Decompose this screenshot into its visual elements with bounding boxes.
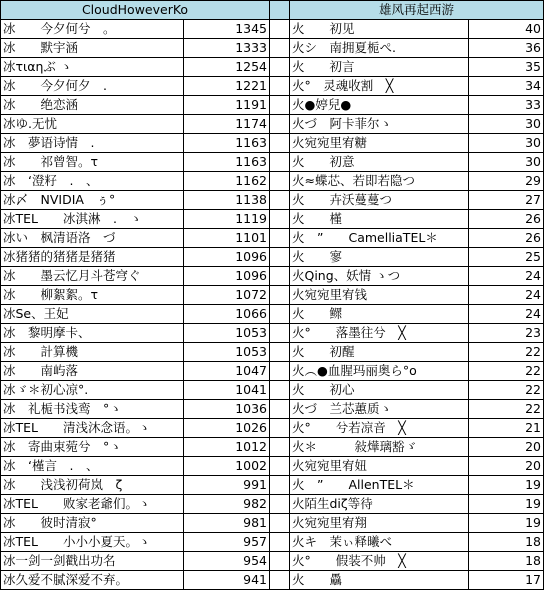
right-score-cell[interactable]: 30 bbox=[469, 153, 544, 172]
right-score-cell[interactable]: 24 bbox=[469, 305, 544, 324]
table-row bbox=[1, 343, 544, 362]
right-score-cell[interactable]: 33 bbox=[469, 96, 544, 115]
left-player-name-cell[interactable]: 冰 ‘澄籽 . 、 bbox=[1, 172, 184, 191]
left-score-cell[interactable]: 1119 bbox=[184, 210, 270, 229]
right-score-cell[interactable]: 26 bbox=[469, 229, 544, 248]
table-row bbox=[1, 381, 544, 400]
right-score-cell[interactable]: 30 bbox=[469, 134, 544, 153]
right-player-name-cell[interactable]: 火宛宛里宥钱 bbox=[290, 286, 469, 305]
column-gap bbox=[270, 381, 290, 400]
column-gap bbox=[270, 248, 290, 267]
right-player-name-cell[interactable]: 火° 灵魂收割 ╳ bbox=[290, 77, 469, 96]
table-row bbox=[1, 495, 544, 514]
right-player-name-cell[interactable]: 火キ 茉ぃ释曦べ bbox=[290, 533, 469, 552]
right-score-cell[interactable]: 20 bbox=[469, 457, 544, 476]
table-row bbox=[1, 571, 544, 590]
right-player-name-cell[interactable]: 火 ” AllenTEL＊ bbox=[290, 476, 469, 495]
left-player-name-cell[interactable]: 冰TEL 败家老爺们。ゝ bbox=[1, 495, 184, 514]
right-player-name-cell[interactable]: 火 初言 bbox=[290, 58, 469, 77]
right-score-cell[interactable]: 40 bbox=[469, 20, 544, 39]
left-score-cell[interactable]: 1163 bbox=[184, 134, 270, 153]
column-gap bbox=[270, 438, 290, 457]
left-score-cell[interactable]: 1053 bbox=[184, 324, 270, 343]
column-gap bbox=[270, 134, 290, 153]
left-player-name-cell[interactable]: 冰TEL 冰淇淋 . ゝ bbox=[1, 210, 184, 229]
column-gap bbox=[270, 115, 290, 134]
right-score-cell[interactable]: 22 bbox=[469, 362, 544, 381]
left-score-cell[interactable]: 1345 bbox=[184, 20, 270, 39]
right-player-name-cell[interactable]: 火づ 阿卡菲尔ゝ bbox=[290, 115, 469, 134]
right-player-name-cell[interactable]: 火≈蝶芯、若即若隐つ bbox=[290, 172, 469, 191]
left-score-cell[interactable]: 1138 bbox=[184, 191, 270, 210]
left-player-name-cell[interactable]: 冰 墨云忆月斗苍穹ぐ bbox=[1, 267, 184, 286]
left-score-cell[interactable]: 981 bbox=[184, 514, 270, 533]
right-player-name-cell[interactable]: 火︵●血腥玛丽奥ら°o bbox=[290, 362, 469, 381]
right-score-cell[interactable]: 29 bbox=[469, 172, 544, 191]
table-row bbox=[1, 191, 544, 210]
left-score-cell[interactable]: 1101 bbox=[184, 229, 270, 248]
right-score-cell[interactable]: 19 bbox=[469, 495, 544, 514]
column-gap bbox=[270, 457, 290, 476]
column-gap bbox=[270, 362, 290, 381]
left-team-header[interactable]: CloudHoweverKo bbox=[1, 1, 270, 20]
left-score-cell[interactable]: 1036 bbox=[184, 400, 270, 419]
table-row bbox=[1, 476, 544, 495]
left-player-name-cell[interactable]: 冰 今夕何夕 . bbox=[1, 77, 184, 96]
right-score-cell[interactable]: 34 bbox=[469, 77, 544, 96]
left-score-cell[interactable]: 1096 bbox=[184, 248, 270, 267]
left-score-cell[interactable]: 1221 bbox=[184, 77, 270, 96]
table-row bbox=[1, 286, 544, 305]
left-score-cell[interactable]: 1333 bbox=[184, 39, 270, 58]
left-player-name-cell[interactable]: 冰TEL 小小小夏天。ゝ bbox=[1, 533, 184, 552]
left-player-name-cell[interactable]: 冰 夢语诗情 . bbox=[1, 134, 184, 153]
left-player-name-cell[interactable]: 冰 祁曾智。τ bbox=[1, 153, 184, 172]
column-gap bbox=[270, 153, 290, 172]
table-row bbox=[1, 96, 544, 115]
left-score-cell[interactable]: 957 bbox=[184, 533, 270, 552]
left-player-name-cell[interactable]: 冰ゞ＊初心凉°. bbox=[1, 381, 184, 400]
right-score-cell[interactable]: 27 bbox=[469, 191, 544, 210]
column-gap bbox=[270, 77, 290, 96]
left-score-cell[interactable]: 1053 bbox=[184, 343, 270, 362]
left-score-cell[interactable]: 991 bbox=[184, 476, 270, 495]
left-score-cell[interactable]: 954 bbox=[184, 552, 270, 571]
right-player-name-cell[interactable]: 火宛宛里宥糖 bbox=[290, 134, 469, 153]
column-gap bbox=[270, 267, 290, 286]
left-player-name-cell[interactable]: 冰 寄曲束菀兮 °ゝ bbox=[1, 438, 184, 457]
right-score-cell[interactable]: 21 bbox=[469, 419, 544, 438]
right-score-cell[interactable]: 35 bbox=[469, 58, 544, 77]
table-row bbox=[1, 362, 544, 381]
table-row bbox=[1, 134, 544, 153]
column-gap bbox=[270, 1, 290, 20]
right-score-cell[interactable]: 19 bbox=[469, 514, 544, 533]
right-score-cell[interactable]: 18 bbox=[469, 552, 544, 571]
column-gap bbox=[270, 324, 290, 343]
column-gap bbox=[270, 400, 290, 419]
right-player-name-cell[interactable]: 火 初意 bbox=[290, 153, 469, 172]
left-player-name-cell[interactable]: 冰 礼栀书浅鸾 °ゝ bbox=[1, 400, 184, 419]
left-player-name-cell[interactable]: 冰い 枫清语洛 づ bbox=[1, 229, 184, 248]
column-gap bbox=[270, 20, 290, 39]
left-player-name-cell[interactable]: 冰一剑一剑戳出功名 bbox=[1, 552, 184, 571]
left-player-name-cell[interactable]: 冰 ‘槿言 . 、 bbox=[1, 457, 184, 476]
left-score-cell[interactable]: 1096 bbox=[184, 267, 270, 286]
table-row bbox=[1, 552, 544, 571]
left-player-name-cell[interactable]: 冰 今夕何兮 。 bbox=[1, 20, 184, 39]
column-gap bbox=[270, 229, 290, 248]
right-player-name-cell[interactable]: 火宛宛里宥翔 bbox=[290, 514, 469, 533]
column-gap bbox=[270, 191, 290, 210]
left-score-cell[interactable]: 1163 bbox=[184, 153, 270, 172]
table-row bbox=[1, 39, 544, 58]
table-row bbox=[1, 229, 544, 248]
table-row bbox=[1, 400, 544, 419]
left-score-cell[interactable]: 1191 bbox=[184, 96, 270, 115]
right-score-cell[interactable]: 30 bbox=[469, 115, 544, 134]
column-gap bbox=[270, 533, 290, 552]
left-score-cell[interactable]: 1026 bbox=[184, 419, 270, 438]
right-player-name-cell[interactable]: 火＊ 敍燁璃豁ゞ bbox=[290, 438, 469, 457]
left-score-cell[interactable]: 1072 bbox=[184, 286, 270, 305]
left-score-cell[interactable]: 1066 bbox=[184, 305, 270, 324]
left-player-name-cell[interactable]: 冰 黎明摩卡、 bbox=[1, 324, 184, 343]
left-player-name-cell[interactable]: 冰 默宇涵 bbox=[1, 39, 184, 58]
right-player-name-cell[interactable]: 火 驫 bbox=[290, 571, 469, 590]
right-player-name-cell[interactable]: 火 初见 bbox=[290, 20, 469, 39]
right-player-name-cell[interactable]: 火Qing、妖情 ゝつ bbox=[290, 267, 469, 286]
right-score-cell[interactable]: 24 bbox=[469, 267, 544, 286]
left-score-cell[interactable]: 1002 bbox=[184, 457, 270, 476]
column-gap bbox=[270, 172, 290, 191]
left-score-cell[interactable]: 1041 bbox=[184, 381, 270, 400]
left-player-name-cell[interactable]: 冰τιαηぶ ゝ bbox=[1, 58, 184, 77]
table-row bbox=[1, 20, 544, 39]
right-score-cell[interactable]: 18 bbox=[469, 533, 544, 552]
right-score-cell[interactable]: 22 bbox=[469, 400, 544, 419]
table-row bbox=[1, 153, 544, 172]
header-row bbox=[1, 1, 544, 20]
left-score-cell[interactable]: 1012 bbox=[184, 438, 270, 457]
right-player-name-cell[interactable]: 火●婷兒● bbox=[290, 96, 469, 115]
right-player-name-cell[interactable]: 火° 兮若凉音 ╳ bbox=[290, 419, 469, 438]
right-team-header[interactable]: 雄风再起西游 bbox=[290, 1, 544, 20]
left-player-name-cell[interactable]: 冰 浅浅初荷岚 ζ bbox=[1, 476, 184, 495]
right-player-name-cell[interactable]: 火陌生diζ等待 bbox=[290, 495, 469, 514]
table-row bbox=[1, 438, 544, 457]
right-player-name-cell[interactable]: 火° 落墨往兮 ╳ bbox=[290, 324, 469, 343]
left-player-name-cell[interactable]: 冰 計算機 bbox=[1, 343, 184, 362]
table-row bbox=[1, 419, 544, 438]
right-player-name-cell[interactable]: 火シ 南拥夏栀ぺ. bbox=[290, 39, 469, 58]
table-row bbox=[1, 305, 544, 324]
table-row bbox=[1, 115, 544, 134]
column-gap bbox=[270, 286, 290, 305]
left-player-name-cell[interactable]: 冰猪猪的猪猪是猪猪 bbox=[1, 248, 184, 267]
table-row bbox=[1, 172, 544, 191]
right-score-cell[interactable]: 19 bbox=[469, 476, 544, 495]
column-gap bbox=[270, 476, 290, 495]
right-player-name-cell[interactable]: 火宛宛里宥妞 bbox=[290, 457, 469, 476]
column-gap bbox=[270, 419, 290, 438]
column-gap bbox=[270, 39, 290, 58]
column-gap bbox=[270, 571, 290, 590]
left-player-name-cell[interactable]: 冰 绝恋涵 bbox=[1, 96, 184, 115]
left-score-cell[interactable]: 1162 bbox=[184, 172, 270, 191]
right-score-cell[interactable]: 23 bbox=[469, 324, 544, 343]
right-player-name-cell[interactable]: 火 初心 bbox=[290, 381, 469, 400]
right-score-cell[interactable]: 36 bbox=[469, 39, 544, 58]
column-gap bbox=[270, 514, 290, 533]
left-player-name-cell[interactable]: 冰 南屿落 bbox=[1, 362, 184, 381]
right-player-name-cell[interactable]: 火 初醒 bbox=[290, 343, 469, 362]
column-gap bbox=[270, 58, 290, 77]
table-row bbox=[1, 457, 544, 476]
right-player-name-cell[interactable]: 火づ 兰芯蕙质ゝ bbox=[290, 400, 469, 419]
right-score-cell[interactable]: 17 bbox=[469, 571, 544, 590]
left-score-cell[interactable]: 1174 bbox=[184, 115, 270, 134]
column-gap bbox=[270, 343, 290, 362]
left-player-name-cell[interactable]: 冰Se、王妃 bbox=[1, 305, 184, 324]
right-score-cell[interactable]: 26 bbox=[469, 210, 544, 229]
left-player-name-cell[interactable]: 冰久爱不腻深爱不弃。 bbox=[1, 571, 184, 590]
right-player-name-cell[interactable]: 火 卉沃蔓蔓つ bbox=[290, 191, 469, 210]
column-gap bbox=[270, 210, 290, 229]
left-score-cell[interactable]: 1047 bbox=[184, 362, 270, 381]
right-player-name-cell[interactable]: 火 寥 bbox=[290, 248, 469, 267]
right-score-cell[interactable]: 22 bbox=[469, 381, 544, 400]
right-score-cell[interactable]: 22 bbox=[469, 343, 544, 362]
left-player-name-cell[interactable]: 冰ゆ.无忧 bbox=[1, 115, 184, 134]
left-score-cell[interactable]: 1254 bbox=[184, 58, 270, 77]
left-score-cell[interactable]: 982 bbox=[184, 495, 270, 514]
right-player-name-cell[interactable]: 火 槿 bbox=[290, 210, 469, 229]
left-score-cell[interactable]: 941 bbox=[184, 571, 270, 590]
right-score-cell[interactable]: 25 bbox=[469, 248, 544, 267]
table-row bbox=[1, 514, 544, 533]
table-row bbox=[1, 248, 544, 267]
column-gap bbox=[270, 96, 290, 115]
right-player-name-cell[interactable]: 火 鳏 bbox=[290, 305, 469, 324]
table-row bbox=[1, 77, 544, 96]
left-player-name-cell[interactable]: 冰〆 NVIDIA ぅ° bbox=[1, 191, 184, 210]
table-row bbox=[1, 210, 544, 229]
column-gap bbox=[270, 305, 290, 324]
column-gap bbox=[270, 552, 290, 571]
left-player-name-cell[interactable]: 冰 彼时清寂° bbox=[1, 514, 184, 533]
right-score-cell[interactable]: 24 bbox=[469, 286, 544, 305]
table-row bbox=[1, 324, 544, 343]
table-row bbox=[1, 58, 544, 77]
right-player-name-cell[interactable]: 火° 假装不帅 ╳ bbox=[290, 552, 469, 571]
table-row bbox=[1, 533, 544, 552]
left-player-name-cell[interactable]: 冰 柳絮絮。τ bbox=[1, 286, 184, 305]
right-score-cell[interactable]: 20 bbox=[469, 438, 544, 457]
right-player-name-cell[interactable]: 火 ” CamelliaTEL＊ bbox=[290, 229, 469, 248]
left-player-name-cell[interactable]: 冰TEL 清浅沐念语。ゝ bbox=[1, 419, 184, 438]
table-row bbox=[1, 267, 544, 286]
column-gap bbox=[270, 495, 290, 514]
